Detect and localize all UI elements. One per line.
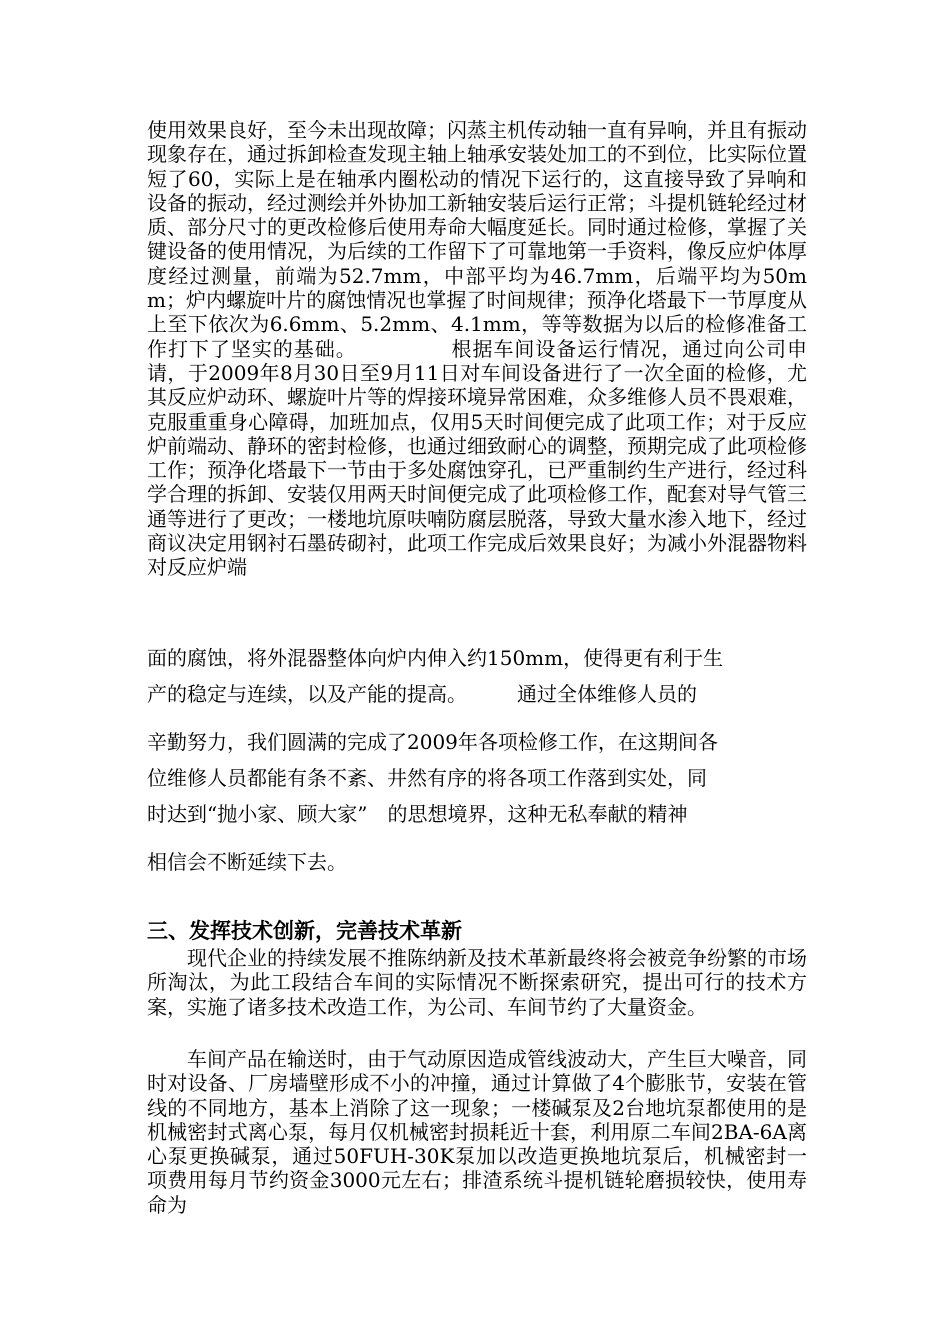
text-line: 位维修人员都能有条不紊、井然有序的将各项工作落到实处，同 bbox=[147, 766, 707, 790]
section-heading-innovation: 三、发挥技术创新，完善技术革新 bbox=[147, 919, 462, 943]
text-line: 产的稳定与连续，以及产能的提高。 通过全体维修人员的 bbox=[147, 682, 697, 706]
text-line: 辛勤努力，我们圆满的完成了2009年各项检修工作，在这期间各 bbox=[147, 730, 718, 754]
text-line: 面的腐蚀，将外混器整体向炉内伸入约150mm，使得更有利于生 bbox=[147, 646, 724, 670]
paragraph-maintenance-results: 使用效果良好，至今未出现故障；闪蒸主机传动轴一直有异响，并且有振动现象存在，通过拆卸检查发现主轴上轴承安装处加工的不到位，比实际位置短了60，实际上是在轴承内圈松动的情况下运行的，这直接导致了异响和设备的振动，经过测绘并外协加工新轴安装后运行正常；斗提机链轮经过材质、部分尺寸的更改检修后使用寿命大幅度延长。同时通过检修，掌握了关键设备的使用情况，为后续的工作留下了可靠地第一手资料，像反应炉体厚度经过测量，前端为52.7mm，中部平均为46.7mm，后端平均为50mm；炉内螺旋叶片的腐蚀情况也掌握了时间规律；预净化塔最下一节厚度从上至下依次为6.6mm、5.2mm、4.1mm，等等数据为以后的检修准备工作打下了坚实的基础。 根据车间设备运行情况，通过向公司申请，于2009年8月30日至9月11日对车间设备进行了一次全面的检修，尤其反应炉动环、螺旋叶片等的焊接环境异常困难，众多维修人员不畏艰难，克服重重身心障碍，加班加点，仅用5天时间便完成了此项工作；对于反应炉前端动、静环的密封检修，也通过细致耐心的调整，预期完成了此项检修工作；预净化塔最下一节由于多处腐蚀穿孔，已严重制约生产进行，经过科学合理的拆卸、安装仅用两天时间便完成了此项检修工作，配套对导气管三通等进行了更改；一楼地坑原呋喃防腐层脱落，导致大量水渗入地下，经过商议决定用钢衬石墨砖砌衬，此项工作完成后效果良好；为减小外混器物料对反应炉端 bbox=[147, 118, 807, 580]
text-line: 时达到“抛小家、顾大家” 的思想境界，这种无私奉献的精神 bbox=[147, 802, 688, 826]
text-line: 相信会不断延续下去。 bbox=[147, 850, 347, 874]
paragraph-technical-improvements: 车间产品在输送时，由于气动原因造成管线波动大，产生巨大噪音，同时对设备、厂房墙壁形成不小的冲撞，通过计算做了4个膨胀节，安装在管线的不同地方，基本上消除了这一现象；一楼碱泵及2台地坑泵都使用的是机械密封式离心泵，每月仅机械密封损耗近十套，利用原二车间2BA-6A离心泵更换碱泵，通过50FUH-30K泵加以改造更换地坑泵后，机械密封一项费用每月节约资金3000元左右；排渣系统斗提机链轮磨损较快，使用寿命为 bbox=[147, 1047, 807, 1217]
paragraph-innovation-intro: 现代企业的持续发展不推陈纳新及技术革新最终将会被竞争纷繁的市场所淘汰，为此工段结合车间的实际情况不断探索研究，提出可行的技术方案，实施了诸多技术改造工作，为公司、车间节约了大量资金。 bbox=[147, 946, 807, 1019]
paragraph-maintenance-summary bbox=[147, 640, 807, 880]
